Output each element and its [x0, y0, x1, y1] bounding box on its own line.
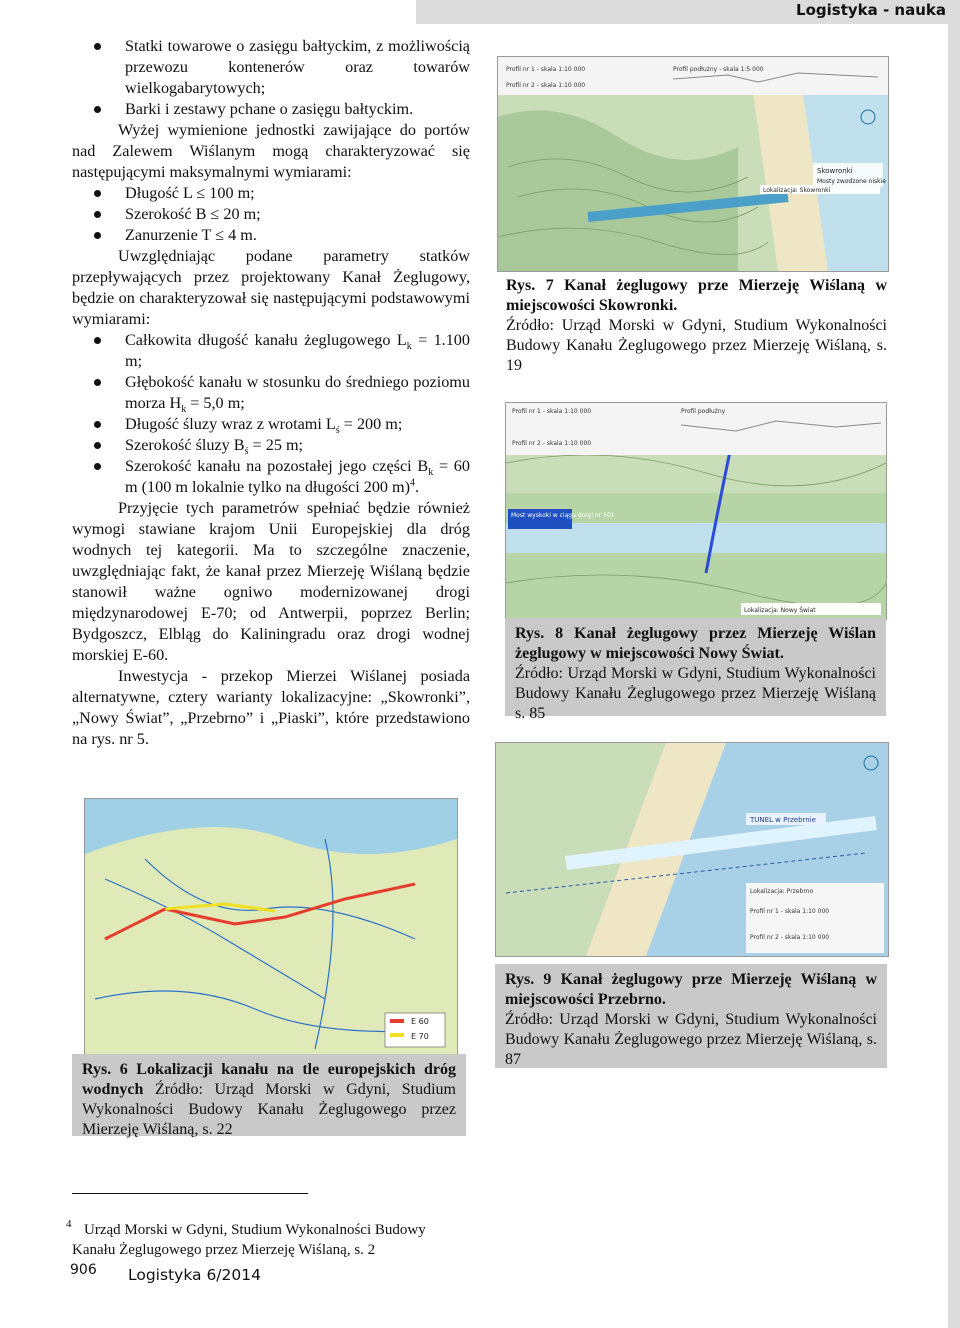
figure-9-map: [495, 742, 889, 957]
svg-text:Profil nr 1 - skala 1:10 000: Profil nr 1 - skala 1:10 000: [512, 408, 592, 415]
footnote-rule: [72, 1193, 308, 1194]
list-item: Zanurzenie T ≤ 4 m.: [72, 225, 470, 246]
footnote-number: 4: [66, 1218, 72, 1230]
przebrno-map-illustration: [496, 743, 888, 956]
ship-types-list: [72, 36, 470, 120]
paragraph: Przyjęcie tych parametrów spełniać będzie również wymogi stawiane krajom Unii Europejskiej dla dróg wodnych tej kategorii. Ma to szczególne znaczenie, uwzględniając fakt, że kanał przez Mierzeję Wiślaną będzie stanowił ważne ogniwo modernizowanej drogi międzynarodowej E-70; od Antwerpii, poprzez Berlin; Bydgoszcz, Elbląg do Kaliningradu oraz drogi wodnej morskiej E-60.: [72, 499, 470, 664]
header-bar: [416, 0, 960, 24]
list-item: Statki towarowe o zasięgu bałtyckim, z możliwością przewozu kontenerów oraz towarów wielkogabarytowych;: [72, 36, 470, 99]
svg-text:Profil nr 2 - skala 1:10 000: Profil nr 2 - skala 1:10 000: [512, 440, 592, 447]
figure-7-map: [497, 56, 889, 272]
legend-e60: E 60: [411, 1017, 429, 1026]
journal-name: Logistyka 6/2014: [128, 1266, 261, 1284]
figure-9-caption: Rys. 9 Kanał żeglugowy prze Mierzeję Wiślaną w miejscowości Przebrno. Źródło: Urząd Morski w Gdyni, Studium Wykonalności Budowy Kanału Żeglugowego przez Mierzeję Wiślaną, s. 87: [495, 964, 887, 1068]
list-item: Szerokość śluzy $B_ś = 25$ m;: [72, 435, 470, 456]
right-margin-strip: [948, 24, 960, 1328]
svg-text:Profil nr 1 - skala 1:10 000: Profil nr 1 - skala 1:10 000: [506, 66, 586, 73]
svg-text:Profil nr 1 - skala 1:10 000: Profil nr 1 - skala 1:10 000: [750, 908, 830, 915]
footnote: 4 Urząd Morski w Gdyni, Studium Wykonalności Budowy Kanału Żeglugowego przez Mierzeję Wiślaną, s. 2: [72, 1220, 472, 1260]
svg-text:Skowronki: Skowronki: [817, 167, 853, 175]
svg-text:Mosty zwodzone niskie: Mosty zwodzone niskie: [817, 178, 886, 185]
figure-8-map: [505, 402, 887, 620]
figure-6-map: [84, 798, 458, 1058]
svg-text:Profil podłużny: Profil podłużny: [681, 408, 726, 415]
list-item: Barki i zestawy pchane o zasięgu bałtyckim.: [72, 99, 470, 120]
page-number: 906: [70, 1262, 97, 1278]
european-waterways-map-illustration: [85, 799, 457, 1057]
list-item: Szerokość B ≤ 20 m;: [72, 204, 470, 225]
list-item: Długość L ≤ 100 m;: [72, 183, 470, 204]
list-item: Głębokość kanału w stosunku do średniego poziomu morza $H_k = 5,0$ m;: [72, 372, 470, 414]
skowronki-map-illustration: [498, 57, 888, 271]
left-column: [72, 36, 470, 750]
canal-params-list: [72, 330, 470, 498]
svg-text:Lokalizacja: Nowy Świat: Lokalizacja: Nowy Świat: [744, 607, 816, 614]
figure-8-caption: Rys. 8 Kanał żeglugowy przez Mierzeję Wiślan żeglugowy w miejscowości Nowy Świat. Źródło: Urząd Morski w Gdyni, Studium Wykonalności Budowy Kanału Żeglugowego przez Mierzeję Wiślaną s. 85: [505, 618, 886, 716]
running-header: Logistyka - nauka: [796, 1, 946, 19]
svg-text:Profil nr 2 - skala 1:10 000: Profil nr 2 - skala 1:10 000: [506, 82, 586, 89]
svg-text:Lokalizacja: Skowronki: Lokalizacja: Skowronki: [763, 187, 831, 194]
list-item: Szerokość kanału na pozostałej jego części $B_k = 60$ m (100 m lokalnie tylko na długości 200 m)$^4$.: [72, 456, 470, 498]
paragraph: Uwzględniając podane parametry statków przepływających przez projektowany Kanał Żeglugowy, będzie on charakteryzował się następującymi podstawowymi wymiarami:: [72, 247, 470, 328]
footnote-ref[interactable]: 4: [410, 477, 416, 489]
figure-7-caption: Rys. 7 Kanał żeglugowy prze Mierzeję Wiślaną w miejscowości Skowronki. Źródło: Urząd Morski w Gdyni, Studium Wykonalności Budowy Kanału Żeglugowego przez Mierzeję Wiślaną, s. 19: [506, 277, 887, 374]
svg-text:Profil podłużny - skala 1:5 00: Profil podłużny - skala 1:5 000: [673, 66, 764, 73]
svg-text:TUNEL w Przebrnie: TUNEL w Przebrnie: [750, 816, 816, 824]
list-item: Całkowita długość kanału żeglugowego $L_k = 1.100$ m;: [72, 330, 470, 372]
paragraph: Wyżej wymienione jednostki zawijające do portów nad Zalewem Wiślanym mogą charakteryzować się następującymi maksymalnymi wymiarami:: [72, 121, 470, 181]
legend-e70: E 70: [411, 1032, 429, 1041]
svg-text:Profil nr 2 - skala 1:10 000: Profil nr 2 - skala 1:10 000: [750, 934, 830, 941]
svg-text:Lokalizacja: Przebrno: Lokalizacja: Przebrno: [750, 888, 814, 895]
nowy-swiat-map-illustration: [506, 403, 886, 619]
dimensions-list: [72, 183, 470, 246]
paragraph: Inwestycja - przekop Mierzei Wiślanej posiada alternatywne, cztery warianty lokalizacyjne: „Skowronki”, „Nowy Świat”, „Przebrno” i „Piaski”, które przedstawiono na rys. nr 5.: [72, 667, 470, 748]
svg-text:Most wyskoki w ciągu drogi nr: Most wyskoki w ciągu drogi nr 501: [511, 512, 615, 519]
figure-6-caption: Rys. 6 Lokalizacji kanału na tle europejskich dróg wodnych Źródło: Urząd Morski w Gdyni, Studium Wykonalności Budowy Kanału Żeglugowego przez Mierzeję Wiślaną, s. 22: [72, 1054, 466, 1136]
list-item: Długość śluzy wraz z wrotami $L_ś = 200$ m;: [72, 414, 470, 435]
